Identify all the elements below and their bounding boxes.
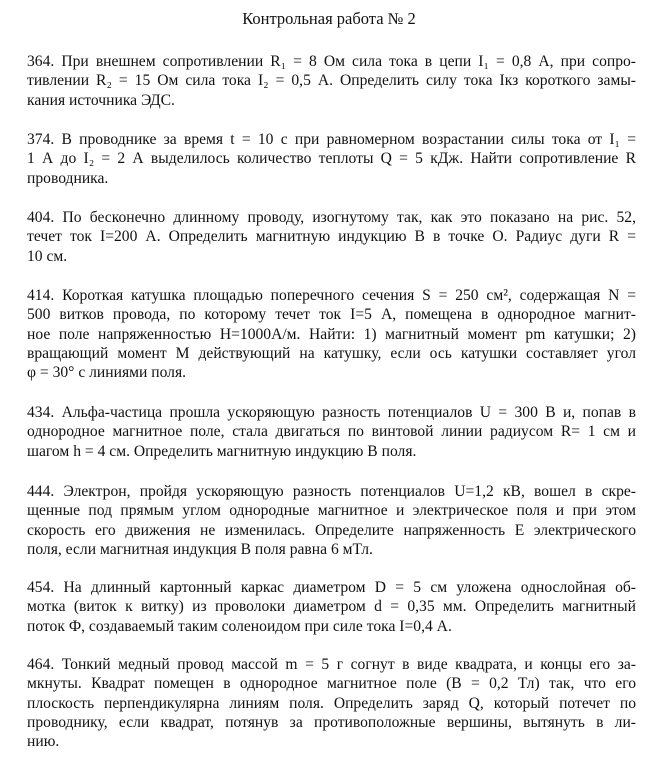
problem-364 (27, 52, 636, 110)
problem-464 (27, 655, 636, 751)
problem-line: 444. Электрон, пройдя ускоряющую разность потенциалов U=1,2 кВ, вошел в скре- (27, 483, 636, 500)
problem-line: 414. Короткая катушка площадью поперечного сечения S = 250 см², содержащая N = (27, 287, 636, 304)
problem-line: течет ток I=200 А. Определить магнитную индукцию В в точке О. Радиус дуги R = (27, 228, 636, 246)
problem-line: 10 см. (27, 247, 68, 265)
problem-444 (27, 482, 636, 559)
problem-454 (27, 578, 636, 636)
problem-line: 500 витков провода, по которому течет ток I=5 А, помещена в однородное магнит- (27, 306, 636, 324)
problem-line: тивлении R₂ = 15 Ом сила тока I₂ = 0,5 А. Определить силу тока Iкз короткого замы- (27, 72, 636, 90)
problem-line: проводника. (27, 169, 109, 187)
problem-line: мкнуты. Квадрат помещен в однородное магнитное поле (В = 0,2 Тл) так, что его (27, 675, 636, 693)
problem-line: плоскость перпендикулярна линиям поля. Определить заряд Q, который потечет по (27, 694, 636, 712)
problem-line: 434. Альфа-частица прошла ускоряющую разность потенциалов U = 300 В и, попав в (27, 404, 636, 421)
problem-line: 364. При внешнем сопротивлении R₁ = 8 Ом сила тока в цепи I₁ = 0,8 А, при сопро- (27, 53, 636, 70)
problem-404 (27, 208, 636, 266)
problem-434 (27, 403, 636, 461)
problem-line: кания источника ЭДС. (27, 91, 175, 109)
problem-line: вращающий момент М действующий на катушку, если ось катушки составляет угол (27, 344, 636, 362)
problem-414 (27, 286, 636, 382)
problem-line: 464. Тонкий медный провод массой m = 5 г согнут в виде квадрата, и концы его за- (27, 656, 636, 673)
problem-line: 1 А до I₂ = 2 А выделилось количество теплоты Q = 5 кДж. Найти сопротивление R (27, 150, 636, 168)
problem-374 (27, 130, 636, 188)
problem-line: поток Ф, создаваемый таким соленоидом при силе тока I=0,4 А. (27, 617, 452, 635)
problem-line: нию. (27, 733, 60, 751)
problem-line: проводнику, если квадрат, потянув за противоположные вершины, вытянуть в ли- (27, 713, 636, 731)
problem-line: мотка (виток к витку) из проволоки диаметром d = 0,35 мм. Определить магнитный (27, 598, 636, 616)
problem-line: скорость его движения не изменилась. Определите напряженность Е электрического (27, 521, 636, 539)
problem-line: 374. В проводнике за время t = 10 с при равномерном возрастании силы тока от I₁ = (27, 131, 636, 148)
document-title: Контрольная работа № 2 (242, 9, 416, 28)
problem-line: однородное магнитное поле, стала двигаться по винтовой линии радиусом R= 1 см и (27, 423, 636, 441)
problem-line: поля, если магнитная индукция В поля равна 6 мТл. (27, 540, 373, 558)
problem-line: 454. На длинный картонный каркас диаметром D = 5 см уложена однослойная об- (27, 579, 636, 596)
problem-line: φ = 30° с линиями поля. (27, 364, 187, 382)
problem-line: ное поле напряженностью H=1000А/м. Найти: 1) магнитный момент pm катушки; 2) (27, 325, 636, 343)
problem-line: шагом h = 4 см. Определить магнитную индукцию В поля. (27, 442, 417, 460)
problem-line: 404. По бесконечно длинному проводу, изогнутому так, как это показано на рис. 52, (27, 209, 636, 226)
problem-line: щенные под прямым углом однородные магнитное и электрическое поля и при этом (27, 502, 636, 520)
